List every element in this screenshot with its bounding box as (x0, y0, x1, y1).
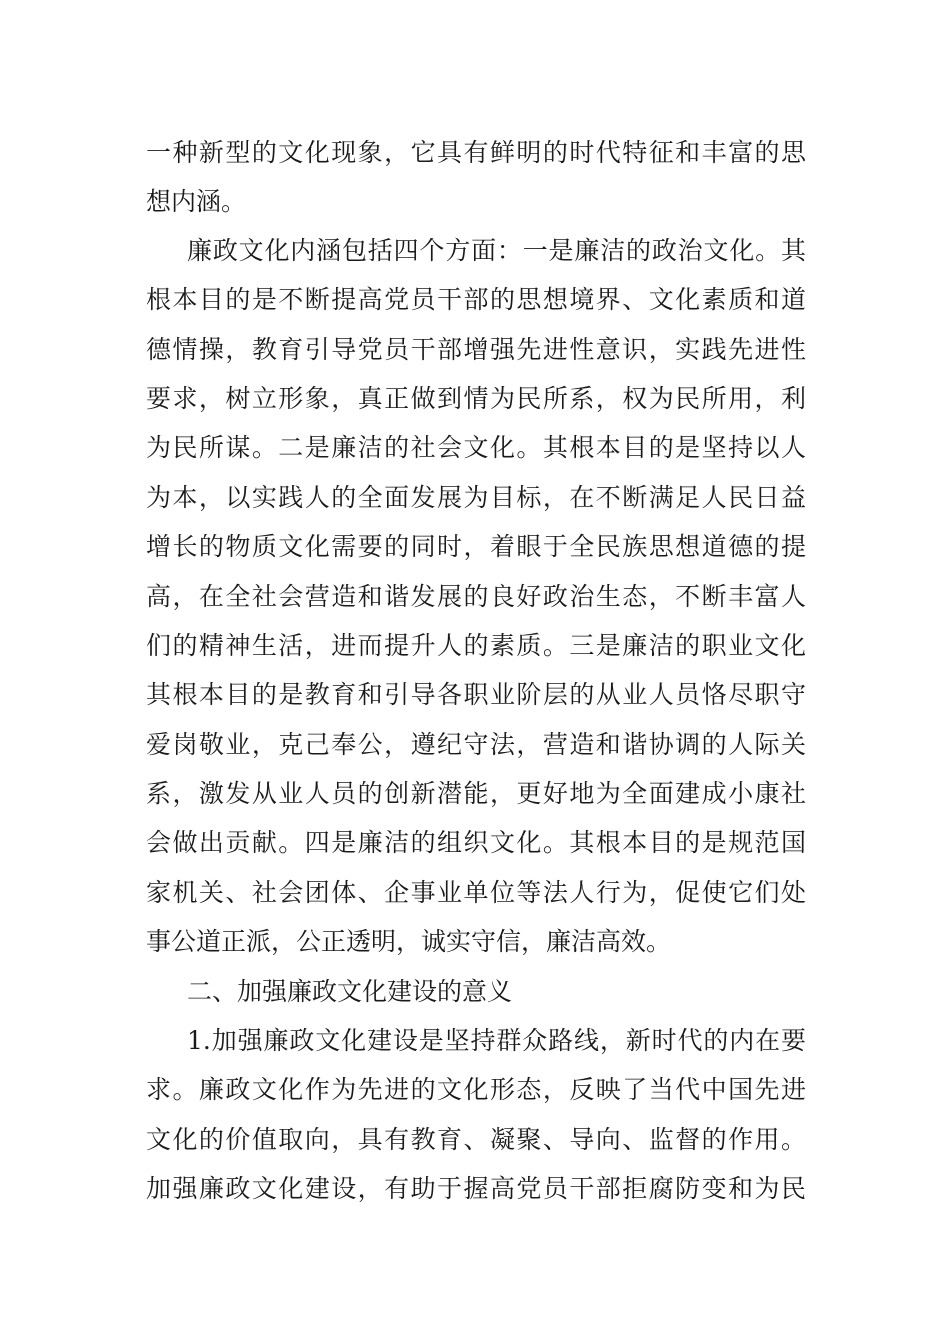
text-line: 加强廉政文化建设，有助于握高党员干部拒腐防变和为民 (146, 1174, 806, 1203)
section-heading: 二、加强廉政文化建设的意义 (187, 977, 513, 1006)
text-line: 其根本目的是教育和引导各职业阶层的从业人员恪尽职守 (146, 680, 806, 709)
text-line: 爱岗敬业，克己奉公，遵纪守法，营造和谐协调的人际关 (146, 730, 806, 759)
text-line: 事公道正派，公正透明，诚实守信，廉洁高效。 (146, 927, 672, 956)
text-line: 们的精神生活，进而提升人的素质。三是廉洁的职业文化 (146, 631, 806, 660)
text-line: 系，激发从业人员的创新潜能，更好地为全面建成小康社 (146, 779, 806, 808)
text-line: 为民所谋。二是廉洁的社会文化。其根本目的是坚持以人 (146, 433, 806, 462)
text-line: 1.加强廉政文化建设是坚持群众路线，新时代的内在要 (187, 1026, 806, 1055)
text-line: 会做出贡献。四是廉洁的组织文化。其根本目的是规范国 (146, 828, 806, 857)
text-line: 想内涵。 (146, 187, 247, 216)
text-line: 要求，树立形象，真正做到情为民所系，权为民所用，利 (146, 384, 806, 413)
text-line: 求。廉政文化作为先进的文化形态，反映了当代中国先进 (146, 1075, 806, 1104)
text-line: 根本目的是不断提高党员干部的思想境界、文化素质和道 (146, 285, 806, 314)
text-line: 高，在全社会营造和谐发展的良好政治生态，不断丰富人 (146, 582, 806, 611)
text-line: 文化的价值取向，具有教育、凝聚、导向、监督的作用。 (146, 1125, 806, 1154)
text-line: 为本，以实践人的全面发展为目标，在不断满足人民日益 (146, 483, 806, 512)
text-line: 廉政文化内涵包括四个方面：一是廉洁的政治文化。其 (187, 236, 806, 265)
text-line: 家机关、社会团体、企事业单位等法人行为，促使它们处 (146, 878, 806, 907)
text-line: 增长的物质文化需要的同时，着眼于全民族思想道德的提 (146, 532, 806, 561)
text-line: 德情操，教育引导党员干部增强先进性意识，实践先进性 (146, 335, 806, 364)
text-line: 一种新型的文化现象，它具有鲜明的时代特征和丰富的思 (146, 138, 806, 167)
